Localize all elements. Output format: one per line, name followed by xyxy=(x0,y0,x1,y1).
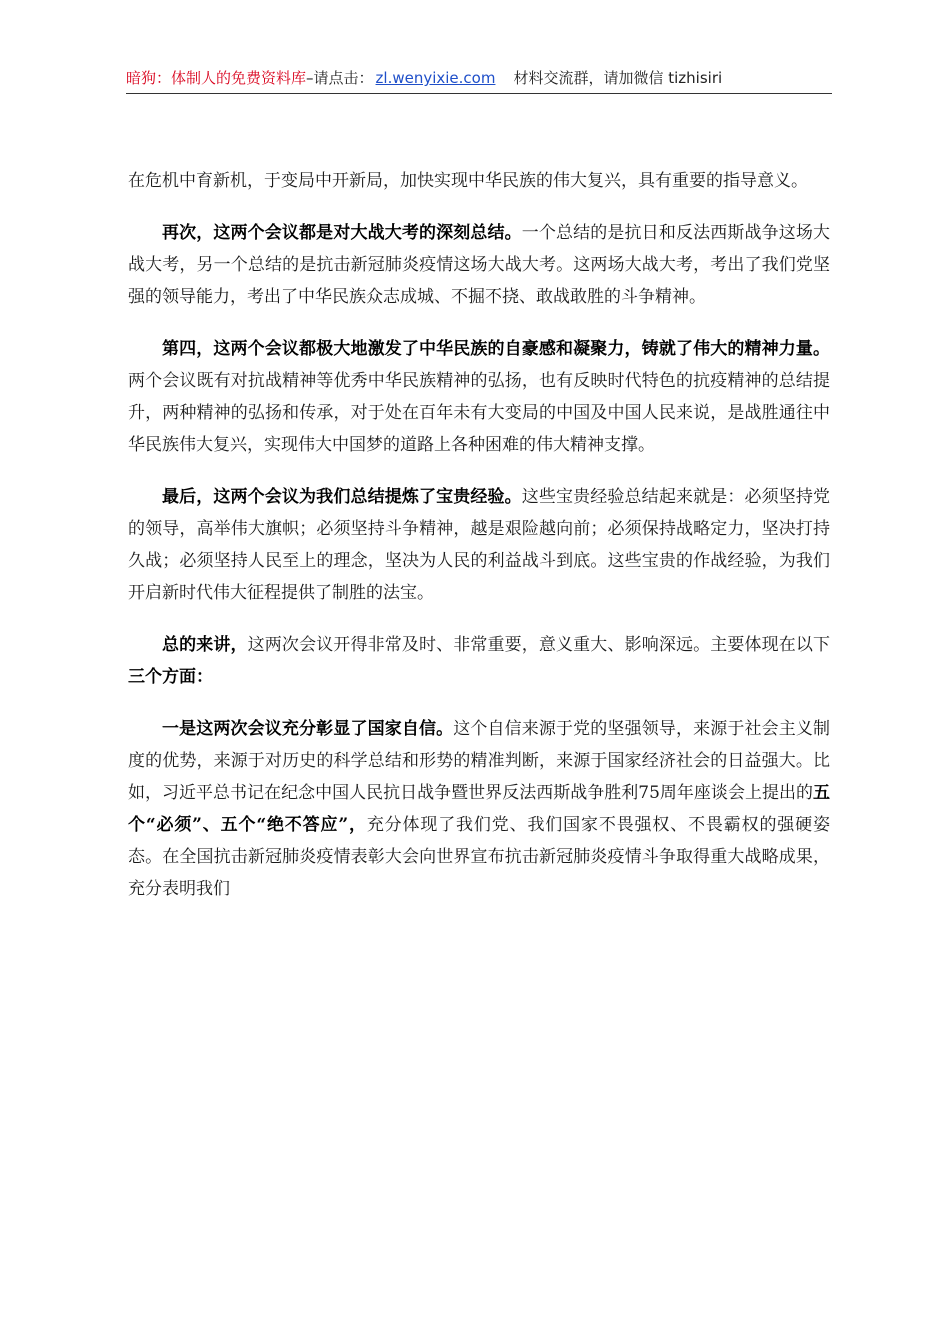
header-divider xyxy=(126,93,832,94)
header-link[interactable]: zl.wenyixie.com xyxy=(375,69,496,87)
document-body xyxy=(128,165,830,925)
header-group-text: 材料交流群，请加微信 tizhisiri xyxy=(513,69,723,87)
paragraph-4-heading: 最后，这两个会议为我们总结提炼了宝贵经验。 xyxy=(162,487,522,507)
paragraph-5 xyxy=(128,629,830,693)
paragraph-6-heading: 一是这两次会议充分彰显了国家自信。 xyxy=(162,719,454,739)
paragraph-6-text: 这个自信来源于党的坚强领导，来源于社会主义制度的优势，来源于对历史的科学总结和形势的精准判断，来源于国家经济社会的日益强大。比如，习近平总书记在纪念中国人民抗日战争暨世界反法西斯战争胜利75周年座谈会上提出的 xyxy=(128,719,831,803)
paragraph-3-heading: 第四，这两个会议都极大地激发了中华民族的自豪感和凝聚力，铸就了伟大的精神力量。 xyxy=(162,339,830,359)
paragraph-2 xyxy=(128,217,830,313)
paragraph-3-text: 两个会议既有对抗战精神等优秀中华民族精神的弘扬，也有反映时代特色的抗疫精神的总结提升，两种精神的弘扬和传承，对于处在百年未有大变局的中国及中国人民来说，是战胜通往中华民族伟大复兴，实现伟大中国梦的道路上各种困难的伟大精神支撑。 xyxy=(128,371,830,455)
paragraph-6 xyxy=(128,713,830,905)
paragraph-6-text-continued: 充分体现了我们党、我们国家不畏强权、不畏霸权的强硬姿态。在全国抗击新冠肺炎疫情表彰大会向世界宣布抗击新冠肺炎疫情斗争取得重大战略成果，充分表明我们 xyxy=(128,815,830,899)
paragraph-4-text: 这些宝贵经验总结起来就是：必须坚持党的领导，高举伟大旗帜；必须坚持斗争精神，越是艰险越向前；必须保持战略定力，坚决打持久战；必须坚持人民至上的理念，坚决为人民的利益战斗到底。这些宝贵的作战经验，为我们开启新时代伟大征程提供了制胜的法宝。 xyxy=(128,487,831,603)
paragraph-2-text: 一个总结的是抗日和反法西斯战争这场大战大考，另一个总结的是抗击新冠肺炎疫情这场大战大考。这两场大战大考，考出了我们党坚强的领导能力，考出了中华民族众志成城、不掘不挠、敢战敢胜的斗争精神。 xyxy=(128,223,831,307)
paragraph-1 xyxy=(128,165,830,197)
paragraph-5-text: 这两次会议开得非常及时、非常重要，意义重大、影响深远。主要体现在以下 xyxy=(247,635,831,655)
header-click-prompt: –请点击： xyxy=(306,69,374,87)
paragraph-2-heading: 再次，这两个会议都是对大战大考的深刻总结。 xyxy=(162,223,522,243)
paragraph-3 xyxy=(128,333,830,461)
header-brand: 暗狗：体制人的免费资料库 xyxy=(126,69,307,87)
paragraph-4 xyxy=(128,481,830,609)
paragraph-5-emphasis: 三个方面： xyxy=(128,667,213,687)
page-header xyxy=(126,68,832,88)
paragraph-5-heading: 总的来讲， xyxy=(162,635,248,655)
paragraph-1-text: 在危机中育新机，于变局中开新局，加快实现中华民族的伟大复兴，具有重要的指导意义。 xyxy=(128,171,808,191)
paragraph-6-emphasis: 五个“必须”、五个“绝不答应”， xyxy=(128,783,830,835)
